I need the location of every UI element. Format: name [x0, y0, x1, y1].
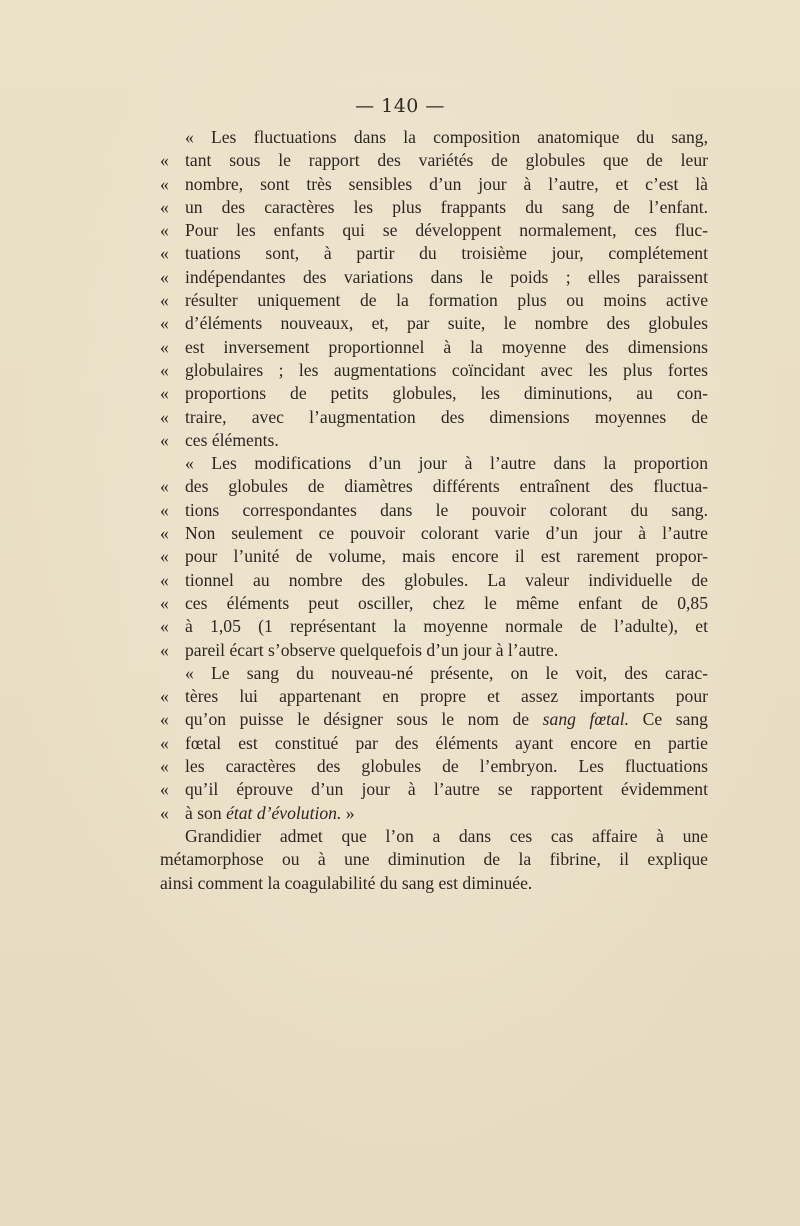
text-line: « globulaires ; les augmentations coïncidant avec les plus fortes [160, 359, 708, 382]
text-line: « Non seulement ce pouvoir colorant varie d’un jour à l’autre [160, 522, 708, 545]
text-line: « à son état d’évolution. » [160, 802, 708, 825]
text-line: « tionnel au nombre des globules. La valeur individuelle de [160, 569, 708, 592]
quote-mark: « [160, 266, 169, 287]
text-line: « ces éléments. [160, 429, 708, 452]
text-line: « Les modifications d’un jour à l’autre dans la proportion [185, 453, 708, 474]
quote-mark: « [160, 499, 169, 520]
quote-mark: « [160, 569, 169, 590]
quote-mark: « [160, 592, 169, 613]
text-line: « tères lui appartenant en propre et assez importants pour [160, 685, 708, 708]
text-line: « d’éléments nouveaux, et, par suite, le nombre des globules [160, 312, 708, 335]
quote-mark: « [160, 686, 169, 707]
text-line: « Le sang du nouveau-né présente, on le voit, des carac- [185, 662, 708, 683]
quote-mark: « [160, 290, 169, 311]
text-line: « qu’on puisse le désigner sous le nom de sang fœtal. Ce sang [160, 708, 708, 731]
quote-mark: « [160, 406, 169, 427]
quote-mark: « [160, 779, 169, 800]
quote-mark: « [160, 476, 169, 497]
quote-mark: « [160, 220, 169, 241]
quote-mark: « [160, 313, 169, 334]
text-line: « les caractères des globules de l’embryon. Les fluctuations [160, 755, 708, 778]
text-line: « Les fluctuations dans la composition anatomique du sang, [185, 127, 708, 147]
quote-mark: « [160, 173, 169, 194]
text-line: « Pour les enfants qui se développent normalement, ces fluc- [160, 219, 708, 242]
quote-mark: « [160, 196, 169, 217]
text-line: ainsi comment la coagulabilité du sang est diminuée. [160, 872, 533, 893]
text-line: « indépendantes des variations dans le poids ; elles paraissent [160, 266, 708, 289]
italic-term: sang fœtal. [542, 709, 630, 730]
quote-mark: « [160, 383, 169, 404]
quote-mark: « [160, 732, 169, 753]
body-text [160, 126, 708, 895]
text-line: « résulter uniquement de la formation plus ou moins active [160, 289, 708, 312]
text-line: « tant sous le rapport des variétés de globules que de leur [160, 149, 708, 172]
text-line: « à 1,05 (1 représentant la moyenne normale de l’adulte), et [160, 615, 708, 638]
quote-mark: « [160, 802, 169, 823]
text-line: « tuations sont, à partir du troisième jour, complétement [160, 242, 708, 265]
text-line: « pareil écart s’observe quelquefois d’un jour à l’autre. [160, 639, 708, 662]
quote-mark: « [160, 546, 169, 567]
quote-mark: « [160, 639, 169, 660]
page-number: — 140 — [355, 95, 445, 117]
text-line: « est inversement proportionnel à la moyenne des dimensions [160, 336, 708, 359]
quote-mark: « [160, 523, 169, 544]
text-line: « nombre, sont très sensibles d’un jour à l’autre, et c’est là [160, 173, 708, 196]
text-line: « tions correspondantes dans le pouvoir colorant du sang. [160, 499, 708, 522]
closing-quote: » [345, 802, 355, 823]
quote-mark: « [160, 150, 169, 171]
text-line: « ces éléments peut osciller, chez le même enfant de 0,85 [160, 592, 708, 615]
quote-mark: « [160, 336, 169, 357]
quote-mark: « [160, 429, 169, 450]
text-line: « traire, avec l’augmentation des dimensions moyennes de [160, 406, 708, 429]
text-line: « pour l’unité de volume, mais encore il est rarement propor- [160, 545, 708, 568]
text-line: métamorphose ou à une diminution de la fibrine, il explique [160, 849, 708, 870]
italic-term: état d’évolution. [226, 802, 342, 823]
text-line: « un des caractères les plus frappants du sang de l’enfant. [160, 196, 708, 219]
text-line: « qu’il éprouve d’un jour à l’autre se rapportent évidemment [160, 778, 708, 801]
quote-mark: « [160, 756, 169, 777]
text-line: Grandidier admet que l’on a dans ces cas affaire à une [185, 825, 708, 846]
quote-mark: « [160, 359, 169, 380]
quote-mark: « [160, 709, 169, 730]
text-line: « fœtal est constitué par des éléments ayant encore en partie [160, 732, 708, 755]
quote-mark: « [160, 616, 169, 637]
text-line: « des globules de diamètres différents entraînent des fluctua- [160, 475, 708, 498]
text-line: « proportions de petits globules, les diminutions, au con- [160, 382, 708, 405]
quote-mark: « [160, 243, 169, 264]
